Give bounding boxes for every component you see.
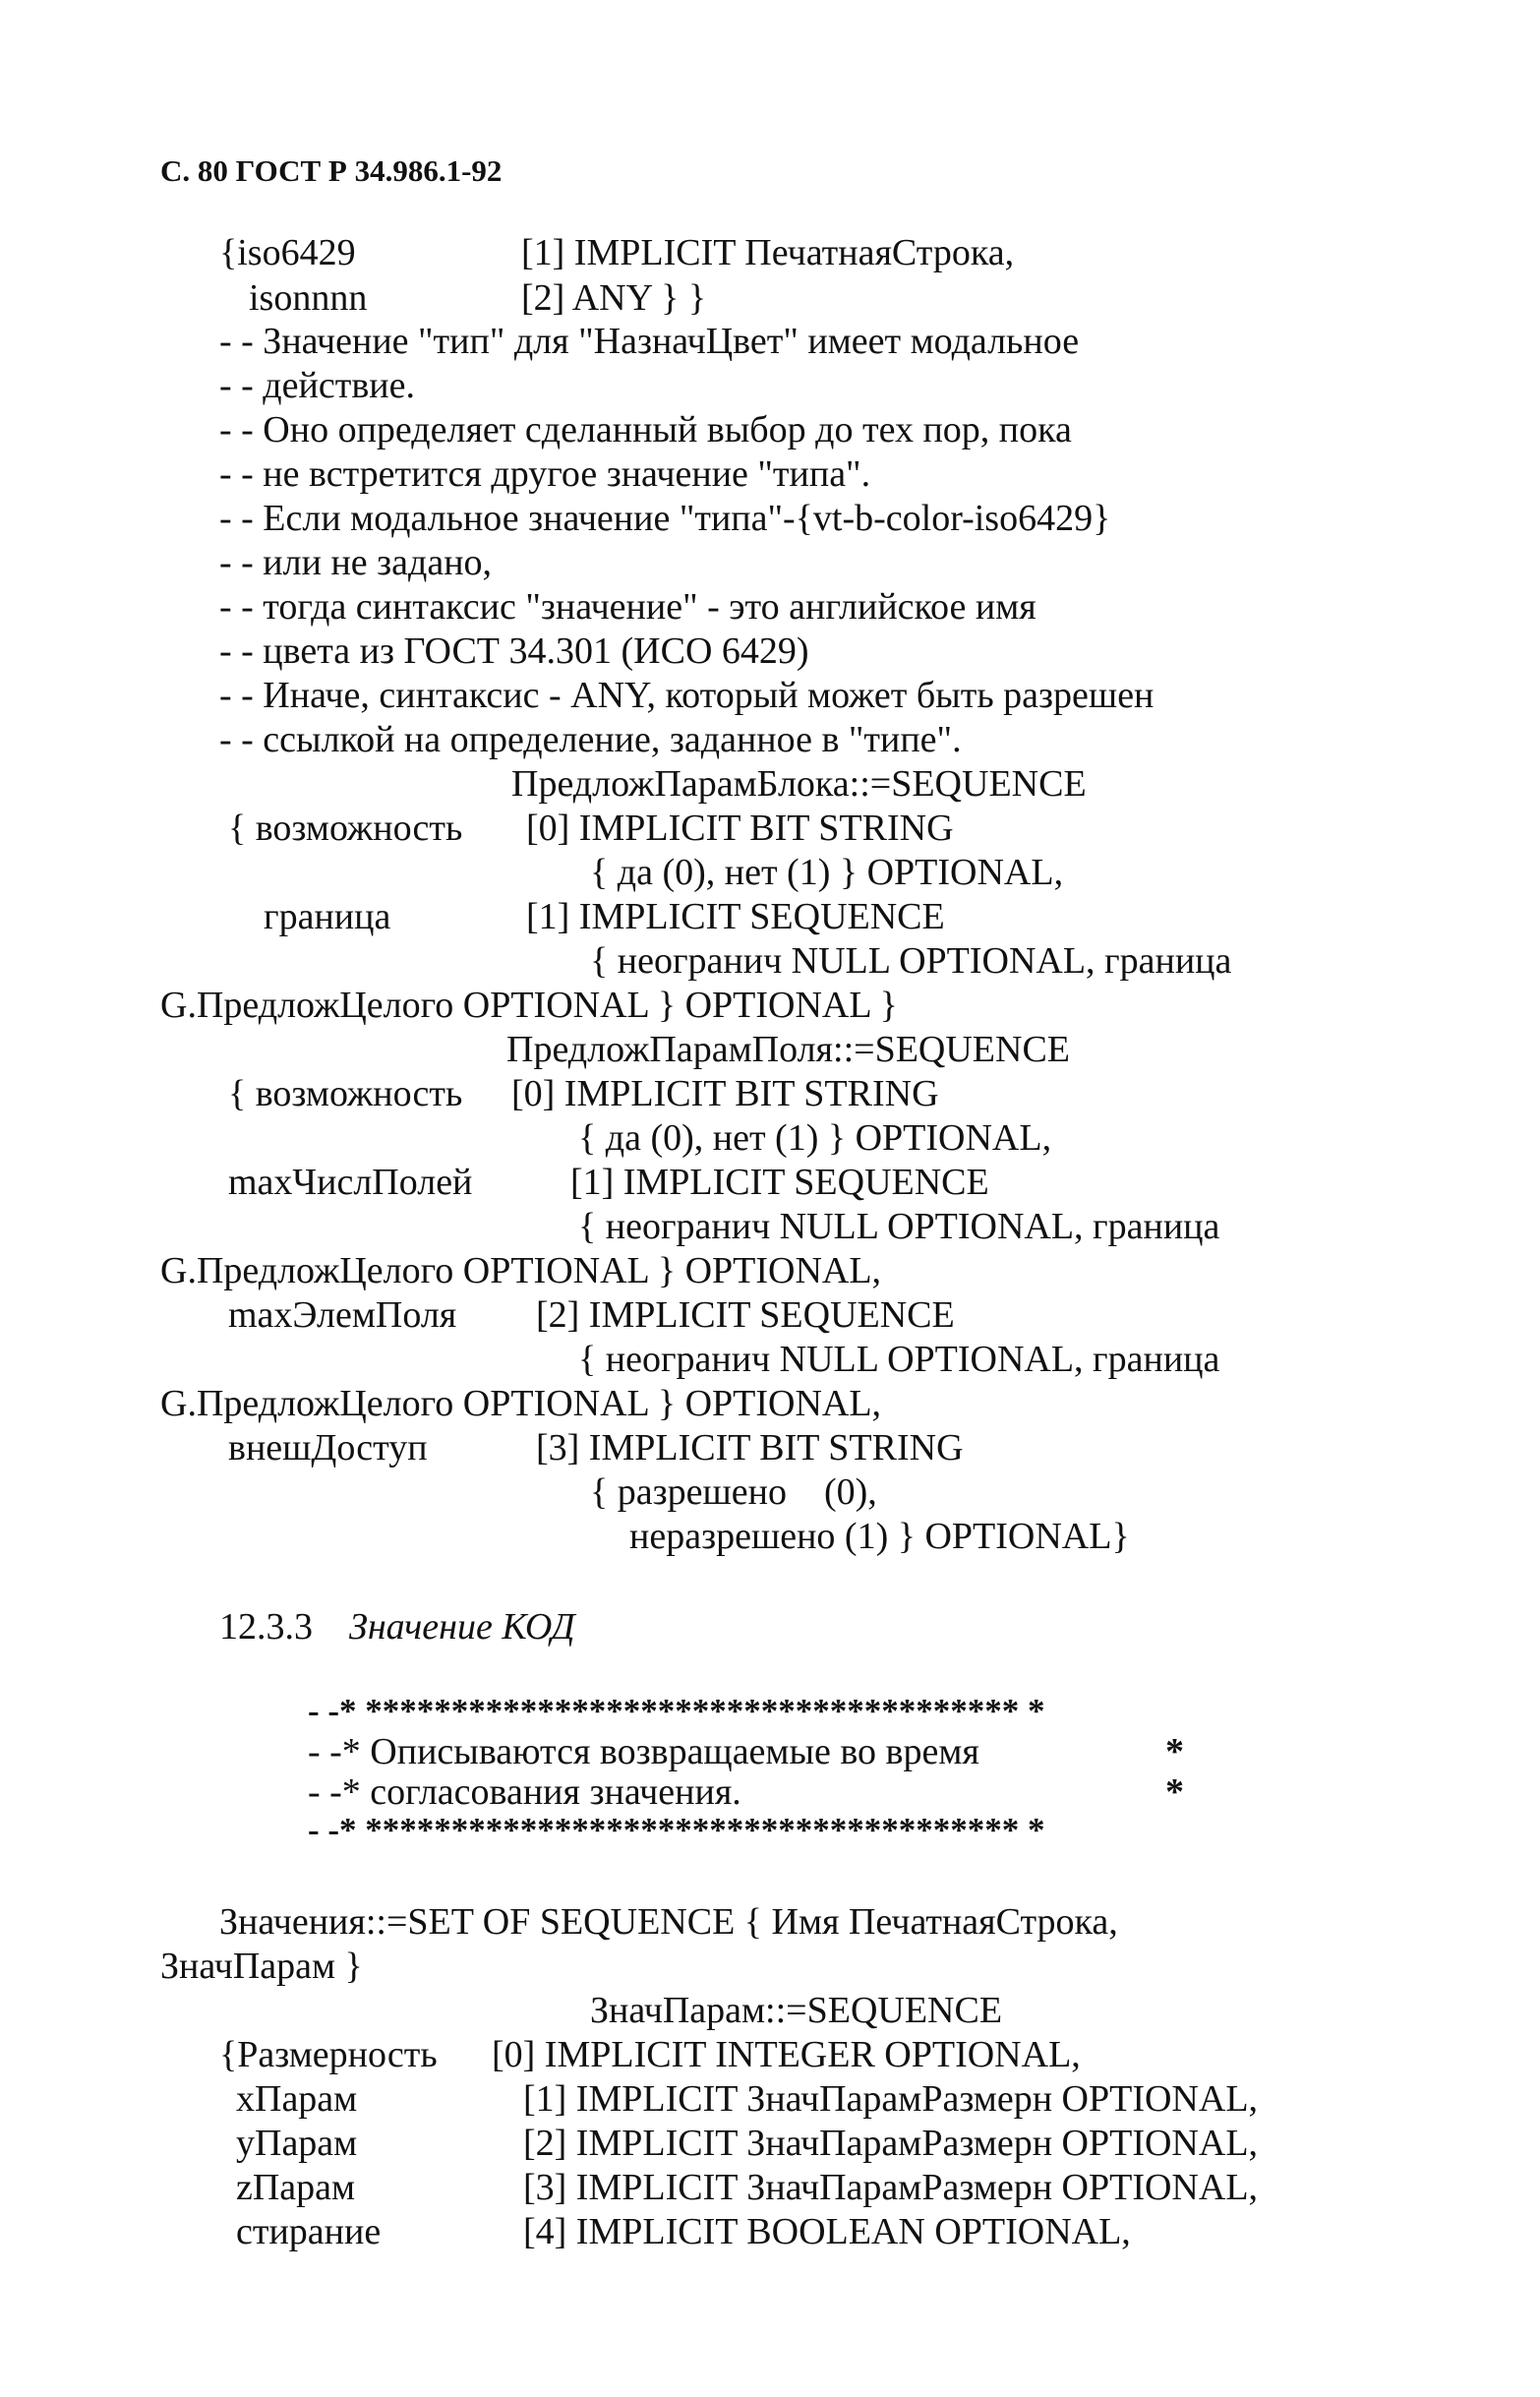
field-end: G.ПредложЦелого OPTIONAL } OPTIONAL, bbox=[160, 1383, 882, 1424]
iso6429-name: {iso6429 bbox=[219, 232, 356, 273]
field-def: [1] IMPLICIT ЗначПарамРазмерн OPTIONAL, bbox=[523, 2078, 1259, 2120]
comment-line: - - или не задано, bbox=[219, 542, 493, 583]
field-name: xПарам bbox=[236, 2078, 358, 2120]
comment-box-star: * bbox=[1165, 1731, 1184, 1772]
field-def: [0] IMPLICIT BIT STRING bbox=[511, 1073, 939, 1114]
comment-line: - - не встретится другое значение "типа". bbox=[219, 453, 871, 495]
comment-box-border: - -* ************************************** * bbox=[308, 1811, 1045, 1849]
field-name: стирание bbox=[236, 2211, 382, 2252]
field-end: G.ПредложЦелого OPTIONAL } OPTIONAL, bbox=[160, 1250, 882, 1291]
isonnnn-name: isonnnn bbox=[249, 277, 368, 319]
field-continuation: { неогранич NULL OPTIONAL, граница bbox=[578, 1339, 1220, 1380]
field-def: [3] IMPLICIT ЗначПарамРазмерн OPTIONAL, bbox=[523, 2167, 1259, 2208]
field-continuation: { неогранич NULL OPTIONAL, граница bbox=[578, 1206, 1220, 1247]
comment-line: - - тогда синтаксис "значение" - это английское имя bbox=[219, 586, 1037, 628]
field-name: {Размерность bbox=[219, 2034, 438, 2075]
field-end: G.ПредложЦелого OPTIONAL } OPTIONAL } bbox=[160, 985, 898, 1026]
field-def: [3] IMPLICIT BIT STRING bbox=[536, 1427, 964, 1468]
field-continuation: { да (0), нет (1) } OPTIONAL, bbox=[578, 1117, 1052, 1159]
comment-line: - - действие. bbox=[219, 365, 415, 406]
field-name: { возможность bbox=[228, 1073, 463, 1114]
comment-box-line: - -* согласования значения. bbox=[308, 1771, 741, 1813]
section-title: Значение КОД bbox=[349, 1606, 575, 1648]
field-name: yПарам bbox=[236, 2123, 358, 2164]
field-def: [2] IMPLICIT SEQUENCE bbox=[536, 1294, 955, 1336]
comment-line: - - Иначе, синтаксис - ANY, который может быть разрешен bbox=[219, 675, 1155, 716]
field-def: [0] IMPLICIT INTEGER OPTIONAL, bbox=[492, 2034, 1081, 2075]
field-def: [0] IMPLICIT BIT STRING bbox=[526, 808, 954, 849]
values-definition-cont: ЗначПарам } bbox=[160, 1946, 363, 1987]
field-name: zПарам bbox=[236, 2167, 356, 2208]
field-name: maxЭлемПоля bbox=[228, 1294, 457, 1336]
sequence-title: ПредложПарамПоля::=SEQUENCE bbox=[506, 1029, 1071, 1070]
field-def: [4] IMPLICIT BOOLEAN OPTIONAL, bbox=[523, 2211, 1131, 2252]
comment-line: - - цвета из ГОСТ 34.301 (ИСО 6429) bbox=[219, 630, 809, 672]
field-name: { возможность bbox=[228, 808, 463, 849]
field-def: [1] IMPLICIT SEQUENCE bbox=[570, 1162, 989, 1203]
section-number: 12.3.3 bbox=[219, 1606, 313, 1648]
values-definition: Значения::=SET OF SEQUENCE { Имя ПечатнаяСтрока, bbox=[219, 1901, 1118, 1943]
field-name: maxЧислПолей bbox=[228, 1162, 473, 1203]
comment-line: - - ссылкой на определение, заданное в "типе". bbox=[219, 719, 962, 760]
page-header: С. 80 ГОСТ Р 34.986.1-92 bbox=[160, 153, 503, 188]
sequence-title: ПредложПарамБлока::=SEQUENCE bbox=[511, 763, 1087, 805]
sequence-title: ЗначПарам::=SEQUENCE bbox=[590, 1990, 1003, 2031]
field-continuation: { разрешено (0), bbox=[590, 1471, 877, 1513]
comment-box-line: - -* Описываются возвращаемые во время bbox=[308, 1731, 979, 1772]
comment-line: - - Если модальное значение "типа"-{vt-b-color-iso6429} bbox=[219, 498, 1111, 539]
field-continuation: { да (0), нет (1) } OPTIONAL, bbox=[590, 852, 1064, 893]
isonnnn-def: [2] ANY } } bbox=[521, 277, 707, 319]
field-def: [2] IMPLICIT ЗначПарамРазмерн OPTIONAL, bbox=[523, 2123, 1259, 2164]
field-name: внешДоступ bbox=[228, 1427, 428, 1468]
field-continuation: { неогранич NULL OPTIONAL, граница bbox=[590, 940, 1232, 982]
iso6429-def: [1] IMPLICIT ПечатнаяСтрока, bbox=[521, 232, 1015, 273]
comment-line: - - Оно определяет сделанный выбор до тех пор, пока bbox=[219, 409, 1072, 450]
comment-box-border: - -* ************************************** * bbox=[308, 1692, 1045, 1730]
field-continuation: неразрешено (1) } OPTIONAL} bbox=[629, 1516, 1130, 1557]
field-name: граница bbox=[264, 896, 391, 937]
comment-box-star: * bbox=[1165, 1771, 1184, 1813]
field-def: [1] IMPLICIT SEQUENCE bbox=[526, 896, 945, 937]
comment-line: - - Значение "тип" для "НазначЦвет" имеет модальное bbox=[219, 321, 1080, 362]
